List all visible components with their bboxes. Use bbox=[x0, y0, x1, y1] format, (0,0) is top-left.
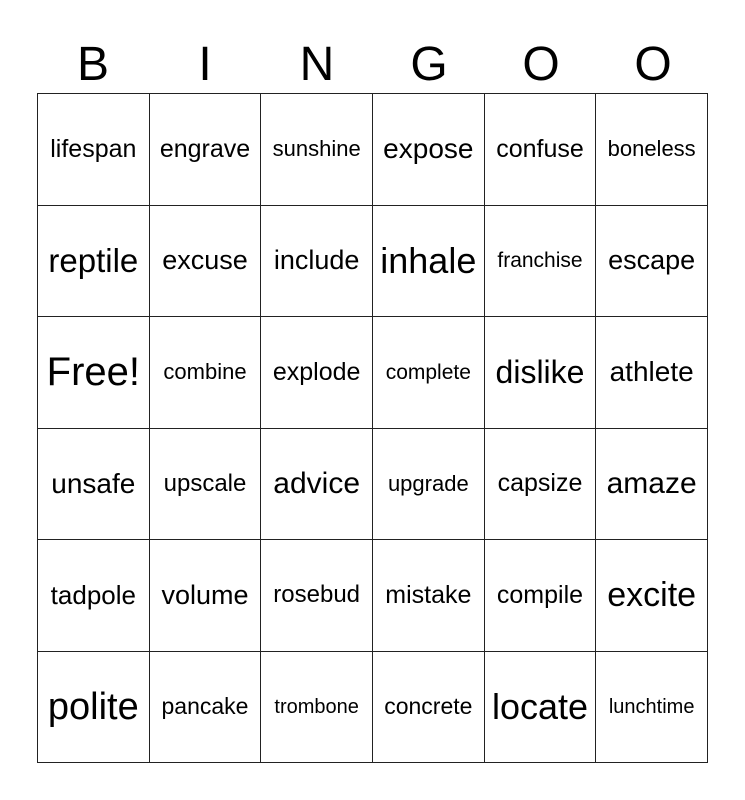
bingo-cell[interactable]: inhale bbox=[373, 206, 485, 318]
header-letter-i: I bbox=[198, 37, 212, 91]
free-space-cell[interactable]: Free! bbox=[38, 317, 150, 429]
bingo-cell[interactable]: reptile bbox=[38, 206, 150, 318]
bingo-cell[interactable]: sunshine bbox=[261, 94, 373, 206]
bingo-cell[interactable]: athlete bbox=[596, 317, 708, 429]
header-letter-o1: O bbox=[522, 37, 560, 91]
bingo-cell[interactable]: locate bbox=[485, 652, 597, 764]
bingo-cell[interactable]: unsafe bbox=[38, 429, 150, 541]
bingo-cell[interactable]: concrete bbox=[373, 652, 485, 764]
bingo-cell[interactable]: expose bbox=[373, 94, 485, 206]
bingo-header bbox=[37, 36, 709, 93]
bingo-cell[interactable]: confuse bbox=[485, 94, 597, 206]
bingo-cell[interactable]: upgrade bbox=[373, 429, 485, 541]
bingo-cell[interactable]: lunchtime bbox=[596, 652, 708, 764]
bingo-cell[interactable]: engrave bbox=[150, 94, 262, 206]
bingo-cell[interactable]: advice bbox=[261, 429, 373, 541]
bingo-cell[interactable]: lifespan bbox=[38, 94, 150, 206]
bingo-cell[interactable]: compile bbox=[485, 540, 597, 652]
bingo-cell[interactable]: excite bbox=[596, 540, 708, 652]
bingo-cell[interactable]: mistake bbox=[373, 540, 485, 652]
bingo-cell[interactable]: boneless bbox=[596, 94, 708, 206]
bingo-cell[interactable]: capsize bbox=[485, 429, 597, 541]
bingo-board bbox=[37, 93, 708, 763]
header-letter-n: N bbox=[299, 37, 335, 91]
bingo-cell[interactable]: explode bbox=[261, 317, 373, 429]
bingo-cell[interactable]: include bbox=[261, 206, 373, 318]
bingo-cell[interactable]: tadpole bbox=[38, 540, 150, 652]
bingo-cell[interactable]: rosebud bbox=[261, 540, 373, 652]
bingo-cell[interactable]: upscale bbox=[150, 429, 262, 541]
bingo-cell[interactable]: pancake bbox=[150, 652, 262, 764]
bingo-cell[interactable]: polite bbox=[38, 652, 150, 764]
bingo-cell[interactable]: trombone bbox=[261, 652, 373, 764]
bingo-cell[interactable]: combine bbox=[150, 317, 262, 429]
header-letter-g: G bbox=[410, 37, 448, 91]
bingo-cell[interactable]: excuse bbox=[150, 206, 262, 318]
header-letter-o2: O bbox=[634, 37, 672, 91]
bingo-cell[interactable]: complete bbox=[373, 317, 485, 429]
header-letter-b: B bbox=[76, 37, 109, 91]
bingo-cell[interactable]: franchise bbox=[485, 206, 597, 318]
bingo-cell[interactable]: volume bbox=[150, 540, 262, 652]
bingo-cell[interactable]: dislike bbox=[485, 317, 597, 429]
bingo-cell[interactable]: amaze bbox=[596, 429, 708, 541]
bingo-cell[interactable]: escape bbox=[596, 206, 708, 318]
